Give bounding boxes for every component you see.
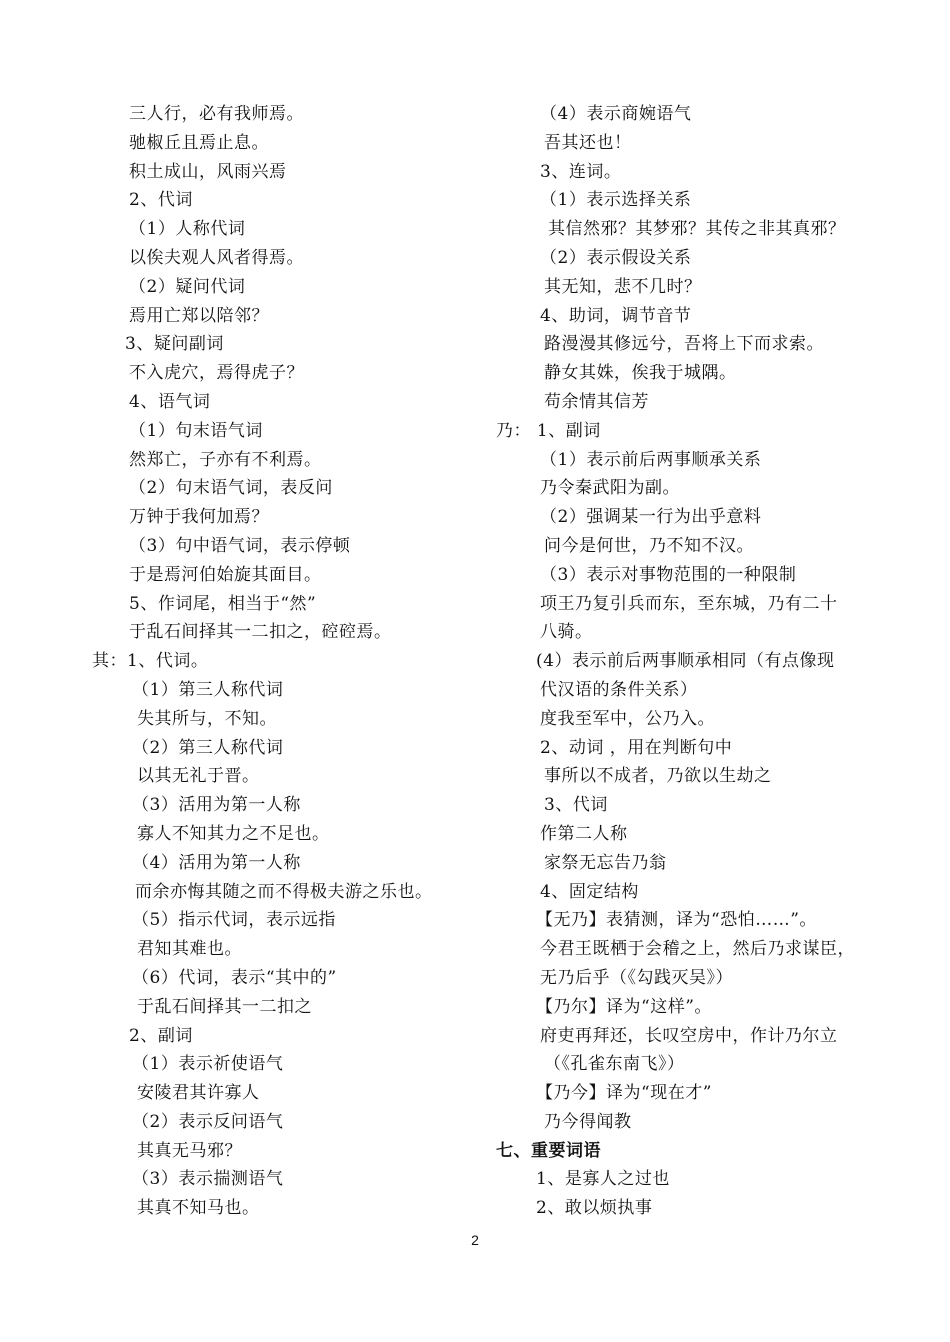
text-line: 2、副词 bbox=[129, 1025, 193, 1046]
text-line: 乃令秦武阳为副。 bbox=[540, 478, 680, 499]
text-line: 【无乃】表猜测，译为“恐怕……”。 bbox=[536, 910, 817, 931]
text-line: 3、连词。 bbox=[540, 161, 622, 182]
text-line: （3）表示揣测语气 bbox=[132, 1169, 284, 1190]
text-line: 事所以不成者，乃欲以生劫之 bbox=[544, 766, 772, 787]
text-line: （1）表示祈使语气 bbox=[132, 1054, 284, 1075]
text-line: 驰椒丘且焉止息。 bbox=[129, 132, 269, 153]
text-line: 代汉语的条件关系） bbox=[540, 679, 698, 700]
text-line: （1）表示前后两事顺承关系 bbox=[540, 449, 762, 470]
text-line: 不入虎穴，焉得虎子？ bbox=[129, 363, 304, 384]
text-line: 积土成山，风雨兴焉 bbox=[129, 161, 287, 182]
text-line: 其真无马邪？ bbox=[137, 1140, 242, 1161]
text-line: （2）第三人称代词 bbox=[132, 737, 284, 758]
text-line: （3）活用为第一人称 bbox=[132, 795, 301, 816]
text-line: 府吏再拜还，长叹空房中，作计乃尔立 bbox=[540, 1025, 838, 1046]
text-line: 路漫漫其修远兮，吾将上下而求索。 bbox=[544, 334, 824, 355]
text-line: 度我至军中，公乃入。 bbox=[540, 708, 715, 729]
text-line: 吾其还也！ bbox=[544, 132, 632, 153]
text-line: (4）表示前后两事顺承相同（有点像现 bbox=[536, 651, 835, 672]
text-line: （4）表示商婉语气 bbox=[540, 104, 692, 124]
text-line: （6）代词，表示“其中的” bbox=[132, 967, 337, 988]
text-line: 【乃今】译为“现在才” bbox=[536, 1083, 712, 1104]
text-line: 3、代词 bbox=[544, 795, 608, 816]
text-line: 万钟于我何加焉？ bbox=[129, 507, 269, 528]
text-line: （1）人称代词 bbox=[129, 219, 246, 240]
text-line: 【乃尔】译为“这样”。 bbox=[536, 996, 712, 1017]
text-line: 三人行，必有我师焉。 bbox=[129, 104, 304, 124]
text-line: 2、代词 bbox=[129, 190, 193, 211]
text-line: 焉用亡郑以陪邻？ bbox=[129, 305, 269, 326]
text-line: 家祭无忘告乃翁 bbox=[544, 852, 667, 873]
text-line: （2）疑问代词 bbox=[129, 276, 246, 297]
text-line: 于是焉河伯始旋其面目。 bbox=[129, 564, 322, 585]
text-line: 寡人不知其力之不足也。 bbox=[137, 823, 330, 844]
text-line: （《孔雀东南飞》） bbox=[544, 1054, 685, 1075]
text-line: （2）表示反问语气 bbox=[132, 1111, 284, 1132]
text-line: 以俟夫观人风者得焉。 bbox=[129, 247, 304, 268]
text-line: 其无知，悲不几时？ bbox=[544, 276, 702, 297]
text-line: 失其所与，不知。 bbox=[137, 708, 277, 729]
text-line: （2）强调某一行为出乎意料 bbox=[540, 507, 762, 528]
text-line: （3）表示对事物范围的一种限制 bbox=[540, 564, 797, 585]
text-line: 君知其难也。 bbox=[137, 939, 242, 960]
text-line: （1）表示选择关系 bbox=[540, 190, 692, 211]
text-line: 以其无礼于晋。 bbox=[137, 766, 260, 787]
text-line: （2）表示假设关系 bbox=[540, 247, 692, 268]
text-line: 乃今得闻教 bbox=[544, 1111, 632, 1132]
text-line: 然郑亡，子亦有不利焉。 bbox=[129, 449, 322, 470]
text-line: 作第二人称 bbox=[540, 823, 628, 844]
text-line: 4、固定结构 bbox=[540, 881, 639, 902]
right-column bbox=[496, 100, 896, 1223]
text-line: 今君王既栖于会稽之上，然后乃求谋臣， bbox=[540, 939, 855, 960]
text-line: 其真不知马也。 bbox=[137, 1198, 260, 1219]
text-line: （1）第三人称代词 bbox=[132, 679, 284, 700]
text-line: 八骑。 bbox=[540, 622, 593, 643]
text-line: （1）句末语气词 bbox=[129, 420, 263, 441]
text-line: （3）句中语气词，表示停顿 bbox=[129, 535, 351, 556]
text-line: 4、语气词 bbox=[129, 391, 211, 412]
text-line: 于乱石间择其一二扣之 bbox=[137, 996, 312, 1017]
text-line: 项王乃复引兵而东，至东城，乃有二十 bbox=[540, 593, 838, 614]
text-line: 2、敢以烦执事 bbox=[536, 1198, 653, 1219]
text-line: 于乱石间择其一二扣之，硿硿焉。 bbox=[129, 622, 392, 643]
text-line: 1、是寡人之过也 bbox=[536, 1169, 670, 1190]
text-line: 无乃后乎（《勾践灭吴》） bbox=[540, 967, 733, 988]
section-heading: 七、重要词语 bbox=[496, 1140, 601, 1161]
text-line: 3、疑问副词 bbox=[125, 334, 224, 355]
text-line: 而余亦悔其随之而不得极夫游之乐也。 bbox=[135, 881, 433, 902]
text-line: （5）指示代词，表示远指 bbox=[132, 910, 336, 931]
text-line: 安陵君其许寡人 bbox=[137, 1083, 260, 1104]
text-line: 4、助词，调节音节 bbox=[540, 305, 692, 326]
text-line: 5、作词尾，相当于“然” bbox=[129, 593, 317, 614]
text-line: 静女其姝，俟我于城隅。 bbox=[544, 363, 737, 384]
text-line: 乃： 1、副词 bbox=[496, 420, 601, 441]
page-number: 2 bbox=[471, 1232, 479, 1248]
text-line: 其：1、代词。 bbox=[92, 651, 209, 672]
text-line: 其信然邪？其梦邪？其传之非其真邪？ bbox=[548, 219, 846, 240]
text-line: （2）句末语气词，表反问 bbox=[129, 478, 333, 499]
text-line: （4）活用为第一人称 bbox=[132, 852, 301, 873]
text-line: 苟余情其信芳 bbox=[544, 391, 649, 412]
left-column bbox=[92, 100, 472, 1223]
text-line: 问今是何世，乃不知不汉。 bbox=[544, 535, 754, 556]
text-line: 2、动词 ，用在判断句中 bbox=[540, 737, 733, 758]
